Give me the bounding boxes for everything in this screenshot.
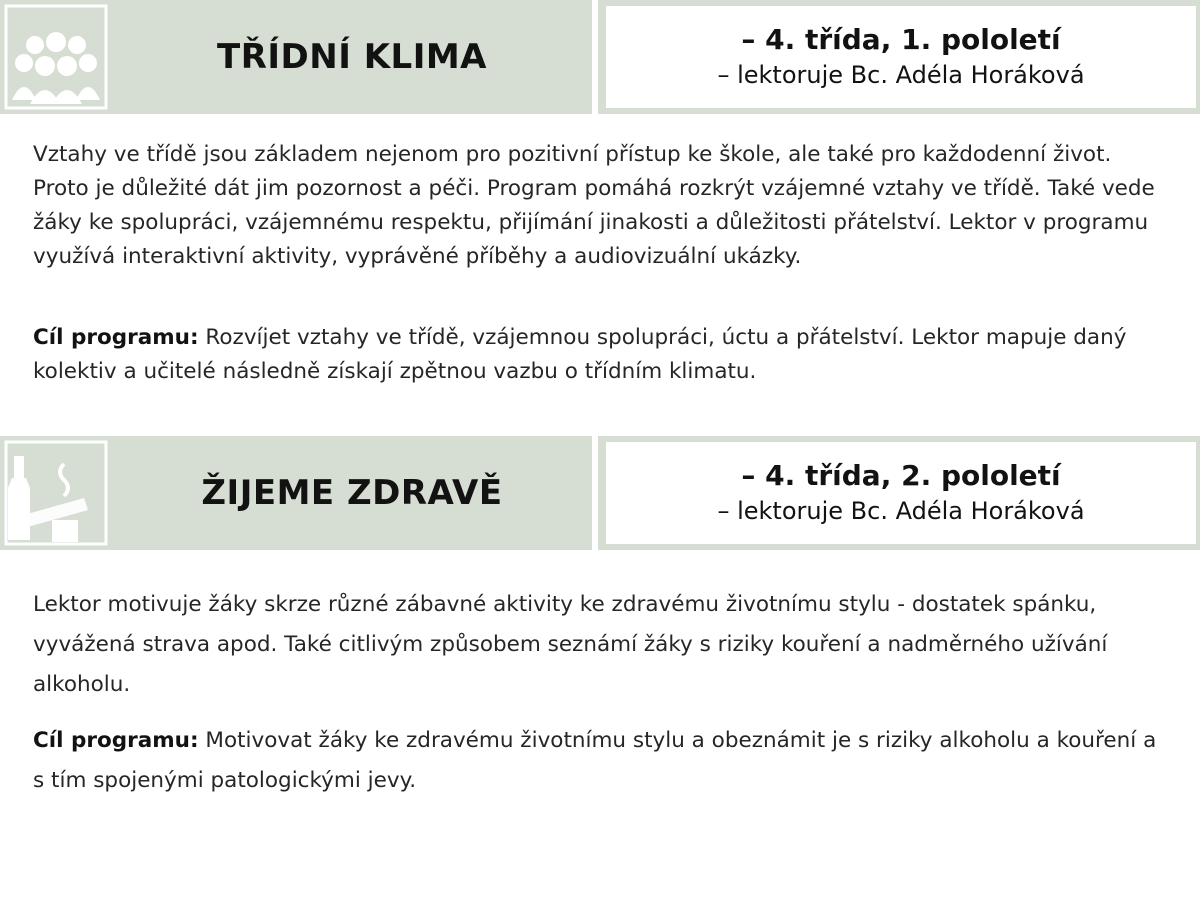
section-2-meta: [598, 436, 1200, 550]
grade-label: – 4. třída, 2. pololetí: [741, 459, 1061, 492]
grade-label: – 4. třída, 1. pololetí: [741, 23, 1061, 56]
goal-text: Motivovat žáky ke zdravému životnímu stylu a obeznámit je s riziky alkoholu a kouření a s tím spojenými patologickými jevy.: [33, 728, 1157, 793]
goal-label: Cíl programu:: [33, 325, 199, 350]
section-2-header: [0, 436, 592, 550]
goal-text: Rozvíjet vztahy ve třídě, vzájemnou spolupráci, úctu a přátelství. Lektor mapuje daný kolektiv a učitelé následně získají zpětnou vazbu o třídním klimatu.: [33, 325, 1127, 384]
bottle-and-cigarette-icon: [0, 436, 112, 550]
section-title: ŽIJEME ZDRAVĚ: [201, 473, 503, 513]
section-1-header: [0, 0, 592, 114]
section-2-description: Lektor motivuje žáky skrze různé zábavné aktivity ke zdravému životnímu stylu - dostatek spánku, vyvážená strava apod. Také citlivým způsobem seznámí žáky s riziky kouření a nadměrného užívání alkoholu.: [33, 592, 1108, 697]
lecturer-label: – lektoruje Bc. Adéla Horáková: [717, 497, 1085, 525]
section-1-goal: [33, 321, 1168, 389]
section-2-goal: [33, 721, 1168, 801]
goal-label: Cíl programu:: [33, 728, 199, 753]
group-of-people-icon: [0, 0, 112, 114]
section-1-meta: [598, 0, 1200, 114]
section-1-description: Vztahy ve třídě jsou základem nejenom pro pozitivní přístup ke škole, ale také pro každodenní život. Proto je důležité dát jim pozornost a péči. Program pomáhá rozkrýt vzájemné vztahy ve třídě. Také vede žáky ke spolupráci, vzájemnému respektu, přijímání jinakosti a důležitosti přátelství. Lektor v programu využívá interaktivní aktivity, vyprávěné příběhy a audiovizuální ukázky.: [33, 142, 1155, 269]
section-title: TŘÍDNÍ KLIMA: [217, 37, 487, 77]
lecturer-label: – lektoruje Bc. Adéla Horáková: [717, 61, 1085, 89]
